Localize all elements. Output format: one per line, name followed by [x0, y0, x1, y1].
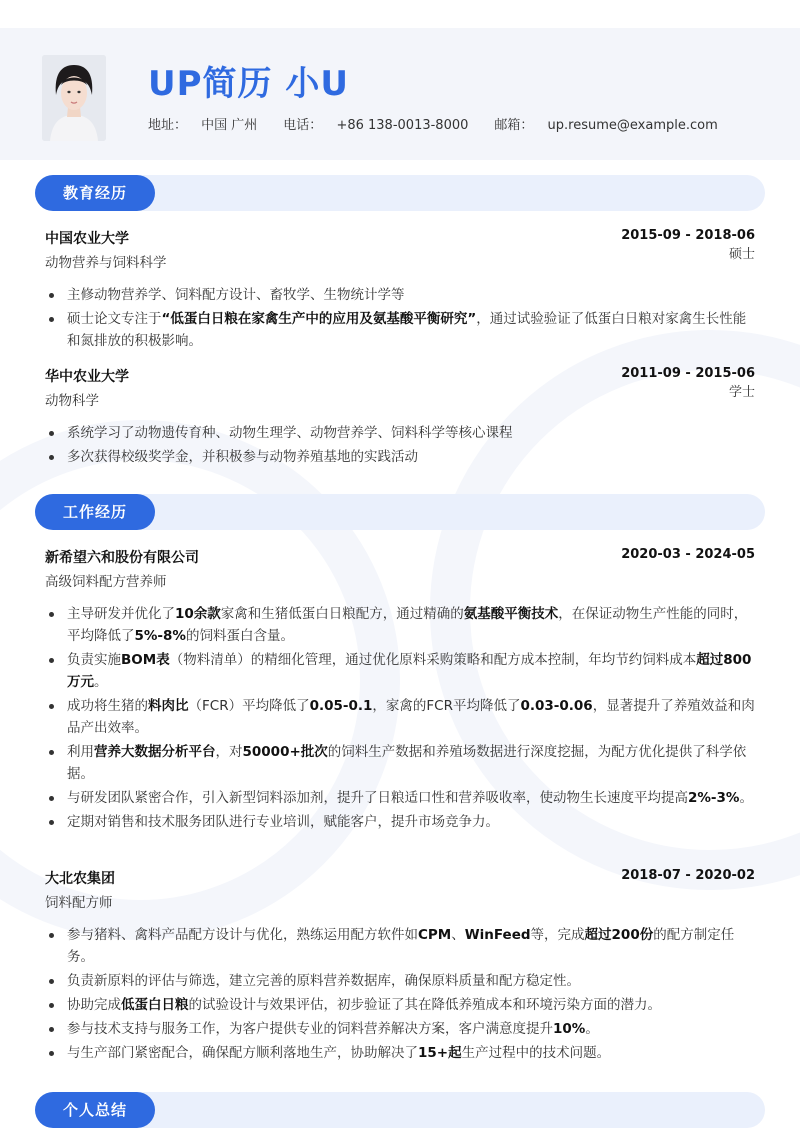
work-entry: [45, 868, 755, 1066]
bullet-item: [45, 787, 755, 809]
text-segment: 主修动物营养学、饲料配方设计、畜牧学、生物统计学等: [67, 287, 405, 303]
contact-value: 中国 广州: [201, 118, 258, 133]
text-segment: 。: [94, 674, 108, 690]
contact-phone: [283, 114, 468, 133]
text-segment: 生产过程中的技术问题。: [461, 1045, 611, 1061]
contact-email: [494, 114, 717, 133]
text-segment: 负责新原料的评估与筛选，建立完善的原料营养数据库，确保原料质量和配方稳定性。: [67, 973, 580, 989]
education-entry: [45, 366, 755, 470]
text-segment: 参与技术支持与服务工作，为客户提供专业的饲料营养解决方案，客户满意度提升: [67, 1021, 553, 1037]
text-segment: ，家禽的FCR平均降低了: [372, 698, 521, 714]
text-segment: 家禽和生猪低蛋白日粮配方，通过精确的: [220, 606, 464, 622]
text-segment: 。: [739, 790, 753, 806]
bold-text: 10%: [553, 1021, 586, 1037]
bullet-item: [45, 811, 755, 833]
company-name: 大北农集团: [45, 871, 115, 887]
bullet-item: [45, 603, 755, 647]
text-segment: 与研发团队紧密合作，引入新型饲料添加剂，提升了日粮适口性和营养吸收率，使动物生长速度平均提高: [67, 790, 688, 806]
bold-text: WinFeed: [464, 927, 531, 943]
contact-label: 邮箱：: [494, 118, 534, 133]
text-segment: 参与猪料、禽料产品配方设计与优化，熟练运用配方软件如: [67, 927, 418, 943]
candidate-name: UP简历 小U: [148, 64, 349, 104]
contact-info: [148, 114, 744, 133]
text-segment: 。: [585, 1021, 599, 1037]
bullet-list: [45, 603, 755, 833]
bold-text: 0.05-0.1: [309, 698, 373, 714]
text-segment: 的饲料生产数据和养殖场数据进行深度挖掘，为配方优化提供了科学依据。: [67, 744, 747, 782]
bold-text: 50000+批次: [242, 744, 328, 760]
contact-value: +86 138-0013-8000: [336, 118, 469, 133]
text-segment: 的配方制定任务。: [67, 927, 735, 965]
school-name: 中国农业大学: [45, 231, 129, 247]
section-title: 工作经历: [35, 494, 155, 530]
bullet-item: [45, 446, 755, 468]
text-segment: 的试验设计与效果评估，初步验证了其在降低养殖成本和环境污染方面的潜力。: [188, 997, 661, 1013]
entry-date: 2011-09 - 2015-06: [621, 366, 755, 381]
entry-date: 2018-07 - 2020-02: [621, 868, 755, 883]
education-entry: [45, 228, 755, 354]
text-segment: 等，完成: [530, 927, 585, 943]
bold-text: 5%-8%: [134, 628, 186, 644]
resume-header: [0, 28, 800, 160]
summary-section-header: [35, 1092, 765, 1128]
major: 动物营养与饲料科学: [45, 255, 167, 271]
bullet-item: [45, 695, 755, 739]
contact-label: 电话：: [283, 118, 323, 133]
job-role: 饲料配方师: [45, 895, 113, 911]
bullet-item: [45, 924, 755, 968]
profile-photo: [42, 55, 106, 141]
text-segment: 系统学习了动物遗传育种、动物生理学、动物营养学、饲料科学等核心课程: [67, 425, 513, 441]
bold-text: 2%-3%: [688, 790, 740, 806]
bold-text: 10余款: [175, 606, 221, 622]
text-segment: 与生产部门紧密配合，确保配方顺利落地生产，协助解决了: [67, 1045, 418, 1061]
text-segment: 成功将生猪的: [67, 698, 148, 714]
bold-text: 料肉比: [148, 698, 189, 714]
text-segment: 、: [451, 927, 465, 943]
job-role: 高级饲料配方营养师: [45, 574, 167, 590]
contact-value: up.resume@example.com: [547, 118, 718, 133]
section-title: 个人总结: [35, 1092, 155, 1128]
bold-text: 15+起: [418, 1045, 462, 1061]
text-segment: 定期对销售和技术服务团队进行专业培训，赋能客户，提升市场竞争力。: [67, 814, 499, 830]
bullet-list: [45, 284, 755, 352]
bold-text: 营养大数据分析平台: [94, 744, 216, 760]
text-segment: （物料清单）的精细化管理，通过优化原料采购策略和配方成本控制，年均节约饲料成本: [169, 652, 697, 668]
bullet-item: [45, 994, 755, 1016]
bold-text: BOM表: [121, 652, 170, 668]
contact-label: 地址：: [148, 118, 188, 133]
text-segment: （FCR）平均降低了: [188, 698, 310, 714]
education-section-header: [35, 175, 765, 211]
bullet-item: [45, 284, 755, 306]
bullet-item: [45, 741, 755, 785]
degree: 学士: [728, 385, 755, 400]
bullet-item: [45, 1042, 755, 1064]
bold-text: 低蛋白日粮: [121, 997, 189, 1013]
bullet-list: [45, 422, 755, 468]
section-title: 教育经历: [35, 175, 155, 211]
bullet-item: [45, 970, 755, 992]
text-segment: 硕士论文专注于: [67, 311, 162, 327]
bold-text: 0.03-0.06: [520, 698, 593, 714]
entry-date: 2020-03 - 2024-05: [621, 547, 755, 562]
contact-address: [148, 114, 257, 133]
bold-text: 氨基酸平衡技术: [463, 606, 559, 622]
bullet-item: [45, 649, 755, 693]
text-segment: ，对: [215, 744, 243, 760]
text-segment: ，显著提升了养殖效益和肉品产出效率。: [67, 698, 755, 736]
school-name: 华中农业大学: [45, 369, 129, 385]
work-entry: [45, 547, 755, 835]
text-segment: ，通过试验验证了低蛋白日粮对家禽生长性能和氮排放的积极影响。: [67, 311, 747, 349]
degree: 硕士: [728, 247, 755, 262]
company-name: 新希望六和股份有限公司: [45, 550, 199, 566]
bullet-item: [45, 1018, 755, 1040]
bold-text: CPM: [418, 927, 452, 943]
bold-text: 超过800万元: [67, 652, 752, 690]
text-segment: 负责实施: [67, 652, 121, 668]
text-segment: 多次获得校级奖学金，并积极参与动物养殖基地的实践活动: [67, 449, 418, 465]
text-segment: 的饲料蛋白含量。: [185, 628, 294, 644]
bullet-list: [45, 924, 755, 1064]
bullet-item: [45, 422, 755, 444]
bold-text: “低蛋白日粮在家禽生产中的应用及氨基酸平衡研究”: [161, 311, 477, 327]
major: 动物科学: [45, 393, 99, 409]
bold-text: 超过200份: [584, 927, 654, 943]
text-segment: 主导研发并优化了: [67, 606, 175, 622]
text-segment: 利用: [67, 744, 94, 760]
text-segment: 协助完成: [67, 997, 121, 1013]
text-segment: ，在保证动物生产性能的同时，平均降低了: [67, 606, 748, 644]
work-section-header: [35, 494, 765, 530]
bullet-item: [45, 308, 755, 352]
entry-date: 2015-09 - 2018-06: [621, 228, 755, 243]
